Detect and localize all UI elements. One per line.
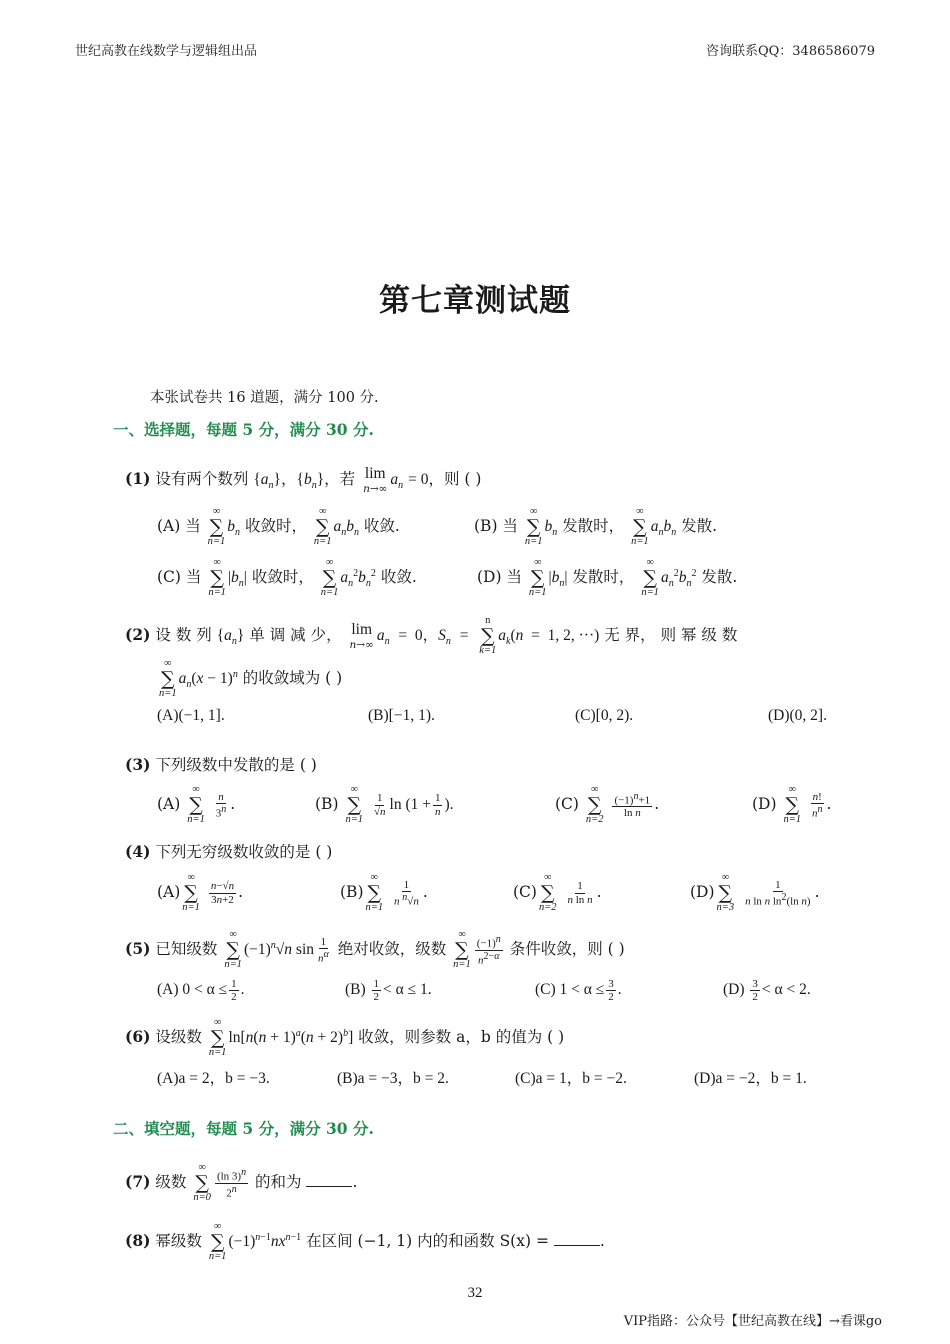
question-6-option-d: (D)a = −2，b = 1. [694,1070,807,1087]
question-1-option-c: (C) 当 ∞ ∑ n=1 $|b_n|$ 收敛时， ∞ ∑ n=1 $a_n^2b_n^2$ 收敛. [157,557,417,598]
question-4-option-a: (A) ∞ ∑ n=1 $\frac{n-√n}{3n+2}$ . [157,872,244,913]
page-title: 第七章测试题 [379,283,571,319]
question-4-option-d: (D) ∞ ∑ n=3 $\frac{1}{n \ln n \ln^2(\ln n)}$ . [690,872,820,913]
question-5: (5) 已知级数 ∞ ∑ n=1 $(-1)^n√n$ sin $\frac{1}{n^\alpha}$ 绝对收敛，级数 ∞ ∑ n=1 $\frac{(-1)^n}{n^{2-\alpha}}$ 条件收敛，则 ( ) [125,929,625,970]
question-1: (1) 设有两个数列 $\{a_n\}$，$\{b_n\}$，若 lim n→∞ $a_n = 0$，则 ( ) [125,465,482,495]
question-5-option-b: (B) $\frac{1}{2}$ < α ≤ 1. [345,978,432,1004]
question-2-stem-cont: ∞ ∑ n=1 $a_n(x - 1)^n$ 的收敛域为 ( ) [159,658,343,699]
question-6: (6) 设级数 ∞ ∑ n=1 $\ln[n(n + 1)^a(n + 2)^b]$ 收敛，则参数 a，b 的值为 ( ) [125,1017,565,1058]
question-1-option-d: (D) 当 ∞ ∑ n=1 $|b_n|$ 发散时， ∞ ∑ n=1 $a_n^2b_n^2$ 发散. [477,557,738,598]
section-heading-choice: 一、选择题，每题 5 分，满分 30 分. [113,420,374,439]
question-2: (2) 设 数 列 $\{a_n\}$ 单 调 减 少， lim n→∞ $a_n = 0$，$S_n$ = n ∑ k=1 $a_k(n = 1$, 2, ···) 无 界， 则 幂 级 数 [125,615,738,656]
question-3-option-a: (A) ∞ ∑ n=1 $\frac{n}{3^n}$ . [157,784,236,825]
header-left: 世纪高教在线数学与逻辑组出品 [75,44,258,59]
header-right: 咨询联系QQ：3486586079 [705,44,875,59]
answer-blank[interactable] [554,1233,600,1246]
intro-text: 本张试卷共 16 道题，满分 100 分. [150,390,379,406]
question-number: (1) [125,469,151,488]
question-3-option-d: (D) ∞ ∑ n=1 $\frac{n!}{n^n}$ . [752,784,832,825]
question-6-option-a: (A)a = 2，b = −3. [157,1070,270,1087]
question-5-option-a: (A) 0 < α ≤ $\frac{1}{2}$ . [157,978,245,1004]
question-6-option-b: (B)a = −3，b = 2. [337,1070,449,1087]
question-7: (7) 级数 ∞ ∑ n=0 $\frac{(\ln 3)^n}{2^n}$ 的和为 . [125,1162,358,1203]
question-5-option-d: (D) $\frac{3}{2}$ < α < 2. [723,978,811,1004]
answer-blank[interactable] [306,1174,352,1187]
question-3: (3) 下列级数中发散的是 ( ) [125,755,317,774]
page-number: 32 [467,1285,483,1301]
question-2-option-d: (D)(0, 2]. [768,707,827,724]
question-2-option-b: (B)[−1, 1). [368,707,435,724]
question-5-option-c: (C) 1 < α ≤ $\frac{3}{2}$ . [535,978,622,1004]
question-4-option-c: (C) ∞ ∑ n=2 $\frac{1}{\text{n ln n}}$ . [513,872,602,913]
question-1-option-b: (B) 当 ∞ ∑ n=1 $b_n$ 发散时， ∞ ∑ n=1 $a_nb_n$ 发散. [474,506,718,547]
question-3-option-b: (B) ∞ ∑ n=1 $\frac{1}{√n}$ ln (1 + $\frac{1}{n}$ ). [315,784,454,825]
question-4-option-b: (B) ∞ ∑ n=1 $\frac{1}{n ^n√n}$ . [340,872,428,913]
vip-footer: VIP指路：公众号【世纪高教在线】→看课go [623,1314,882,1329]
section-heading-fill: 二、填空题，每题 5 分，满分 30 分. [113,1119,374,1138]
question-6-option-c: (C)a = 1，b = −2. [515,1070,627,1087]
question-4: (4) 下列无穷级数收敛的是 ( ) [125,842,333,861]
question-3-option-c: (C) ∞ ∑ n=2 $\frac{(-1)^n+1}{\text{ln n}}$ . [555,784,660,825]
question-8: (8) 幂级数 ∞ ∑ n=1 $(-1)^{n-1}nx^{n-1}$ 在区间 (−1, 1) 内的和函数 S(x) = . [125,1221,605,1262]
question-2-option-a: (A)(−1, 1]. [157,707,225,724]
question-1-option-a: (A) 当 ∞ ∑ n=1 $b_n$ 收敛时， ∞ ∑ n=1 $a_nb_n$ 收敛. [157,506,400,547]
question-2-option-c: (C)[0, 2). [575,707,634,724]
